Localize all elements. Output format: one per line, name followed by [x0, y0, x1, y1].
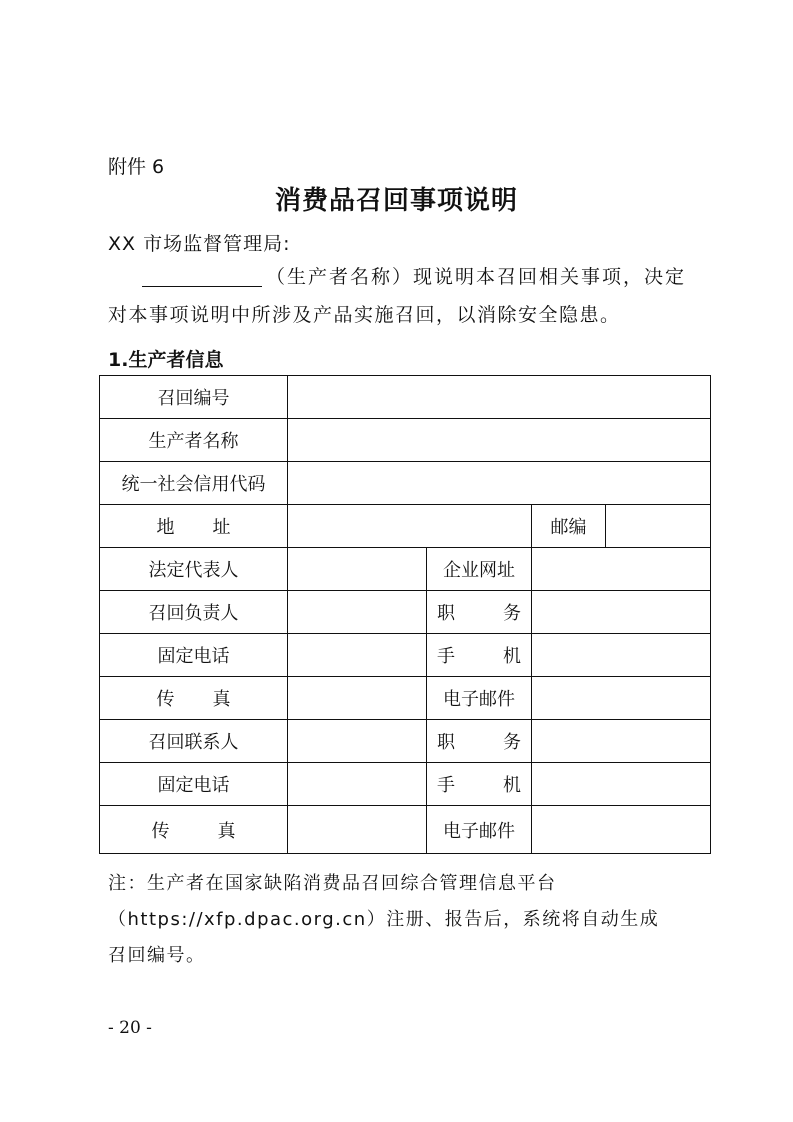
- value-manager-position[interactable]: [532, 591, 711, 634]
- value-recall-contact[interactable]: [288, 720, 427, 763]
- label-contact-fax: 传 真: [100, 806, 288, 854]
- label-contact-mobile: 手 机: [427, 763, 532, 806]
- value-producer-name[interactable]: [288, 419, 711, 462]
- label-website: 企业网址: [427, 548, 532, 591]
- footnote-line-2: （https://xfp.dpac.org.cn）注册、报告后，系统将自动生成: [108, 909, 660, 930]
- attachment-label: 附件 6: [108, 156, 165, 178]
- intro-line-1-text: （生产者名称）现说明本召回相关事项，决定: [266, 266, 687, 288]
- label-producer-name: 生产者名称: [100, 419, 288, 462]
- value-website[interactable]: [532, 548, 711, 591]
- value-contact-landline[interactable]: [288, 763, 427, 806]
- intro-line-2: 对本事项说明中所涉及产品实施召回，以消除安全隐患。: [108, 304, 621, 326]
- label-recall-manager: 召回负责人: [100, 591, 288, 634]
- producer-info-table: [99, 375, 711, 854]
- value-address[interactable]: [288, 505, 532, 548]
- value-manager-mobile[interactable]: [532, 634, 711, 677]
- value-contact-fax[interactable]: [288, 806, 427, 854]
- value-manager-landline[interactable]: [288, 634, 427, 677]
- value-postcode[interactable]: [606, 505, 711, 548]
- label-manager-email: 电子邮件: [427, 677, 532, 720]
- intro-line-1: [108, 262, 686, 289]
- label-manager-mobile: 手 机: [427, 634, 532, 677]
- label-recall-contact: 召回联系人: [100, 720, 288, 763]
- value-recall-number[interactable]: [288, 376, 711, 419]
- value-contact-mobile[interactable]: [532, 763, 711, 806]
- label-postcode: 邮编: [532, 505, 606, 548]
- footnote: [108, 866, 659, 974]
- addressee: XX 市场监督管理局:: [108, 233, 291, 255]
- label-manager-position: 职 务: [427, 591, 532, 634]
- label-manager-fax: 传 真: [100, 677, 288, 720]
- label-recall-number: 召回编号: [100, 376, 288, 419]
- value-contact-position[interactable]: [532, 720, 711, 763]
- value-recall-manager[interactable]: [288, 591, 427, 634]
- label-contact-email: 电子邮件: [427, 806, 532, 854]
- footnote-line-1: 注：生产者在国家缺陷消费品召回综合管理信息平台: [108, 873, 557, 894]
- value-contact-email[interactable]: [532, 806, 711, 854]
- value-manager-fax[interactable]: [288, 677, 427, 720]
- label-credit-code: 统一社会信用代码: [100, 462, 288, 505]
- label-contact-landline: 固定电话: [100, 763, 288, 806]
- label-contact-position: 职 务: [427, 720, 532, 763]
- value-credit-code[interactable]: [288, 462, 711, 505]
- label-legal-rep: 法定代表人: [100, 548, 288, 591]
- label-address: 地 址: [100, 505, 288, 548]
- document-title: 消费品召回事项说明: [274, 186, 518, 216]
- label-manager-landline: 固定电话: [100, 634, 288, 677]
- footnote-line-3: 召回编号。: [108, 945, 206, 966]
- producer-name-blank[interactable]: [142, 266, 262, 287]
- value-manager-email[interactable]: [532, 677, 711, 720]
- section-title: 1.生产者信息: [108, 349, 224, 371]
- value-legal-rep[interactable]: [288, 548, 427, 591]
- page-number: - 20 -: [108, 1018, 152, 1038]
